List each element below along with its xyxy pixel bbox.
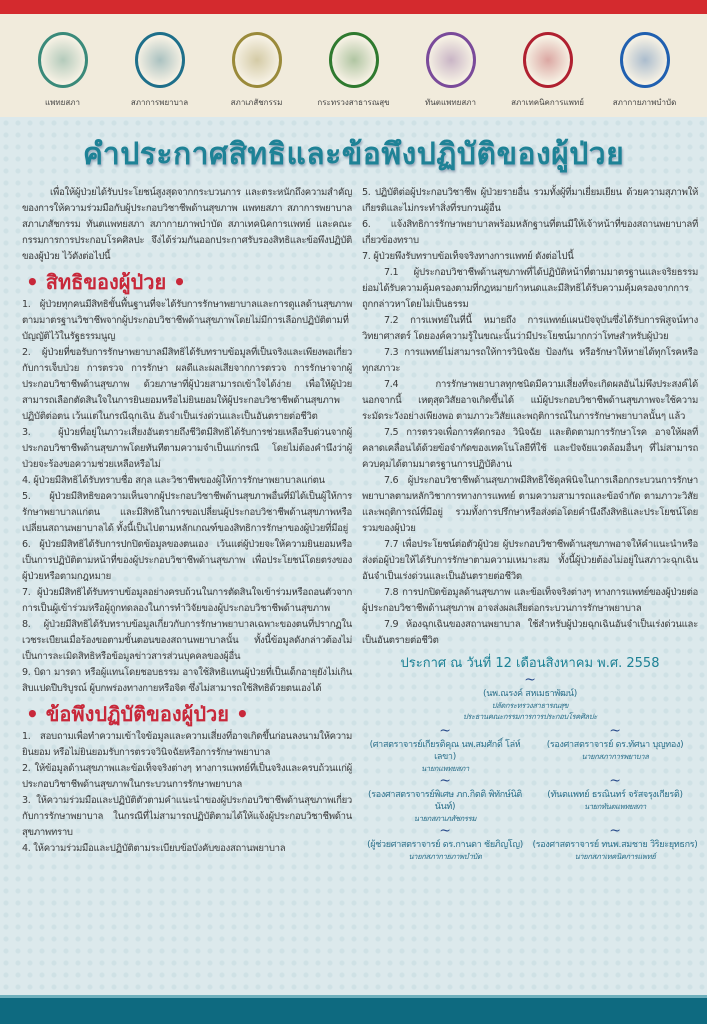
rights-item: 5. ผู้ป่วยมีสิทธิขอความเห็นจากผู้ประกอบวิชาชีพด้านสุขภาพอื่นที่มิได้เป็นผู้ให้การรักษาพยาบาลแก่ตน และมีสิทธิในการขอเปลี่ยนผู้ประกอบวิชาชีพด้านสุขภาพหรือเปลี่ยนสถานพยาบาลได้ ทั้งนี้เป็นไปตามหลักเกณฑ์ของสิทธิการรักษาของผู้ป่วยที่มีอยู่ bbox=[22, 491, 352, 534]
signatory-name: (ศาสตราจารย์เกียรติคุณ นพ.สมศักดิ์ โล่ห์เลขา) bbox=[369, 740, 521, 762]
document-body bbox=[0, 117, 707, 995]
signatory-name: (รองศาสตราจารย์ ดร.ทัศนา บุญทอง) bbox=[546, 740, 684, 750]
rights-item: 9. บิดา มารดา หรือผู้แทนโดยชอบธรรม อาจใช้สิทธิแทนผู้ป่วยที่เป็นเด็กอายุยังไม่เกินสิบแปดปีบริบูรณ์ ผู้บกพร่องทางกายหรือจิต ซึ่งไม่สามารถใช้สิทธิด้วยตนเองได้ bbox=[22, 667, 352, 694]
footer-bar bbox=[0, 995, 707, 1024]
duties-item: 1. สอบถามเพื่อทำความเข้าใจข้อมูลและความเสี่ยงที่อาจเกิดขึ้นก่อนลงนามให้ความยินยอม หรือไม่ยินยอมรับการตรวจวินิจฉัยหรือการรักษาพยาบาล bbox=[22, 731, 352, 758]
signature-block bbox=[532, 824, 698, 862]
signature-block bbox=[532, 724, 698, 774]
signature-block bbox=[362, 774, 528, 824]
signatory-role: นายกสภากายภาพบำบัด bbox=[408, 852, 482, 861]
duties-sub-item: 7.9 ห้องฉุกเฉินของสถานพยาบาล ใช้สำหรับผู้ป่วยฉุกเฉินอันจำเป็นเร่งด่วนและเป็นอันตรายต่อชีวิต bbox=[362, 619, 698, 646]
duties-sub-item: 7.5 การตรวจเพื่อการคัดกรอง วินิจฉัย และติดตามการรักษาโรค อาจให้ผลที่คลาดเคลื่อนได้ด้วยข้อจำกัดของเทคโนโลยีที่ใช้ และปัจจัยแวดล้อมอื่นๆ ที่ไม่สามารถควบคุมได้ตามมาตรฐานการปฏิบัติงาน bbox=[362, 427, 698, 470]
logo-item bbox=[18, 32, 108, 117]
signatory-role: นายกแพทยสภา bbox=[421, 764, 469, 773]
signature-mark: ~ bbox=[524, 672, 536, 688]
rights-item: 2. ผู้ป่วยที่ขอรับการรักษาพยาบาลมีสิทธิได้รับทราบข้อมูลที่เป็นจริงและเพียงพอเกี่ยวกับการเจ็บป่วย การตรวจ การรักษา ผลดีและผลเสียจากการตรวจ การรักษาจากผู้ประกอบวิชาชีพด้านสุขภาพ ด้วยภาษาที่ผู้ป่วยสามารถเข้าใจได้ง่าย เพื่อให้ผู้ป่วยสามารถเลือกตัดสินใจในการยินยอมหรือไม่ยินยอมให้ผู้ประกอบวิชาชีพด้านสุขภาพปฏิบัติต่อตน เว้นแต่ในกรณีฉุกเฉิน อันจำเป็นเร่งด่วนและเป็นอันตรายต่อชีวิต bbox=[22, 347, 352, 422]
signatures-grid bbox=[362, 724, 698, 862]
logo-item bbox=[309, 32, 399, 117]
duties-item: 6. แจ้งสิทธิการรักษาพยาบาลพร้อมหลักฐานที่ตนมีให้เจ้าหน้าที่ของสถานพยาบาลที่เกี่ยวข้องทราบ bbox=[362, 219, 698, 246]
signatory-name: (รองศาสตราจารย์พิเศษ ภก.กิตติ พิทักษ์นิตินันท์) bbox=[368, 790, 522, 812]
signatory-name: (นพ.ณรงค์ สหเมธาพัฒน์) bbox=[483, 689, 577, 699]
signatory-role: นายกสภาเทคนิคการแพทย์ bbox=[574, 852, 656, 861]
signature-mark: ~ bbox=[609, 723, 621, 739]
duties-list-left bbox=[22, 729, 352, 857]
duties-sub-item: 7.7 เพื่อประโยชน์ต่อตัวผู้ป่วย ผู้ประกอบวิชาชีพด้านสุขภาพอาจให้คำแนะนำหรือส่งต่อผู้ป่วยให้ได้รับการรักษาตามความเหมาะสม ทั้งนี้ผู้ป่วยต้องไม่อยู่ในสภาวะฉุกเฉินอันจำเป็นเร่งด่วนและเป็นอันตรายต่อชีวิต bbox=[362, 539, 698, 582]
signatory-role: ปลัดกระทรวงสาธารณสุข bbox=[491, 701, 569, 710]
rights-item: 8. ผู้ป่วยมีสิทธิได้รับทราบข้อมูลเกี่ยวกับการรักษาพยาบาลเฉพาะของตนที่ปรากฏในเวชระเบียนเมื่อร้องขอตามขั้นตอนของสถานพยาบาลนั้น ทั้งนี้ข้อมูลดังกล่าวต้องไม่เป็นการละเมิดสิทธิหรือข้อมูลข่าวสารส่วนบุคคลของผู้อื่น bbox=[22, 619, 352, 662]
organization-seal-icon bbox=[426, 32, 476, 88]
signature-mark: ~ bbox=[609, 823, 621, 839]
duties-item: 7. ผู้ป่วยพึงรับทราบข้อเท็จจริงทางการแพทย์ ดังต่อไปนี้ bbox=[362, 251, 574, 262]
rights-item: 1. ผู้ป่วยทุกคนมีสิทธิขั้นพื้นฐานที่จะได้รับการรักษาพยาบาลและการดูแลด้านสุขภาพตามมาตรฐานวิชาชีพจากผู้ประกอบวิชาชีพด้านสุขภาพโดยไม่มีการเลือกปฏิบัติตามที่บัญญัติไว้ในรัฐธรรมนูญ bbox=[22, 299, 352, 342]
signatory-role: นายกสภาเภสัชกรรม bbox=[413, 814, 477, 823]
signature-block bbox=[362, 824, 528, 862]
logo-label: กระทรวงสาธารณสุข bbox=[317, 98, 390, 107]
organization-seal-icon bbox=[135, 32, 185, 88]
duties-sub-item: 7.8 การปกปิดข้อมูลด้านสุขภาพ และข้อเท็จจริงต่างๆ ทางการแพทย์ของผู้ป่วยต่อผู้ประกอบวิชาชีพด้านสุขภาพ อาจส่งผลเสียต่อกระบวนการรักษาพยาบาล bbox=[362, 587, 698, 614]
duties-item: 2. ให้ข้อมูลด้านสุขภาพและข้อเท็จจริงต่างๆ ทางการแพทย์ที่เป็นจริงและครบถ้วนแก่ผู้ประกอบวิชาชีพด้านสุขภาพในกระบวนการรักษาพยาบาล bbox=[22, 763, 352, 790]
signature-mark: ~ bbox=[439, 823, 451, 839]
logo-band bbox=[0, 14, 707, 117]
duties-sub-item: 7.4 การรักษาพยาบาลทุกชนิดมีความเสี่ยงที่จะเกิดผลอันไม่พึงประสงค์ได้ นอกจากนี้ เหตุสุดวิสัยอาจเกิดขึ้นได้ แม้ผู้ประกอบวิชาชีพด้านสุขภาพจะใช้ความระมัดระวังอย่างเพียงพอ ตามภาวะวิสัยและพฤติการณ์ในการรักษาพยาบาลนั้นๆ แล้ว bbox=[362, 379, 698, 422]
logo-label: ทันตแพทยสภา bbox=[425, 98, 476, 107]
rights-item: 3. ผู้ป่วยที่อยู่ในภาวะเสี่ยงอันตรายถึงชีวิตมีสิทธิได้รับการช่วยเหลือรีบด่วนจากผู้ประกอบวิชาชีพด้านสุขภาพโดยทันทีตามความจำเป็นแก่กรณี โดยไม่ต้องคำนึงว่าผู้ป่วยจะร้องขอความช่วยเหลือหรือไม่ bbox=[22, 427, 352, 470]
duties-sub-item: 7.3 การแพทย์ไม่สามารถให้การวินิจฉัย ป้องกัน หรือรักษาให้หายได้ทุกโรคหรือทุกสภาวะ bbox=[362, 347, 698, 374]
organization-seal-icon bbox=[38, 32, 88, 88]
duties-list-right bbox=[362, 185, 698, 265]
rights-item: 4. ผู้ป่วยมีสิทธิได้รับทราบชื่อ สกุล และวิชาชีพของผู้ให้การรักษาพยาบาลแก่ตน bbox=[22, 475, 325, 486]
logo-item bbox=[212, 32, 302, 117]
logo-label: แพทยสภา bbox=[44, 98, 81, 107]
top-red-bar bbox=[0, 0, 707, 14]
signature-block bbox=[362, 724, 528, 774]
duties-item: 3. ให้ความร่วมมือและปฏิบัติตัวตามคำแนะนำของผู้ประกอบวิชาชีพด้านสุขภาพเกี่ยวกับการรักษาพยาบาล ในกรณีที่ไม่สามารถปฏิบัติตามได้ให้แจ้งผู้ประกอบวิชาชีพด้านสุขภาพทราบ bbox=[22, 795, 352, 838]
duties-item: 5. ปฏิบัติต่อผู้ประกอบวิชาชีพ ผู้ป่วยรายอื่น รวมทั้งผู้ที่มาเยี่ยมเยียน ด้วยความสุภาพให้เกียรติและไม่กระทำสิ่งที่รบกวนผู้อื่น bbox=[362, 187, 698, 214]
logo-item bbox=[503, 32, 593, 117]
signatory-role: ประธานคณะกรรมการการประกอบโรคศิลปะ bbox=[462, 712, 598, 721]
rights-item: 7. ผู้ป่วยมีสิทธิได้รับทราบข้อมูลอย่างครบถ้วนในการตัดสินใจเข้าร่วมหรือถอนตัวจากการเป็นผู้เข้าร่วมหรือผู้ถูกทดลองในการทำวิจัยของผู้ประกอบวิชาชีพด้านสุขภาพ bbox=[22, 587, 352, 614]
organization-seal-icon bbox=[232, 32, 282, 88]
rights-item: 6. ผู้ป่วยมีสิทธิได้รับการปกปิดข้อมูลของตนเอง เว้นแต่ผู้ป่วยจะให้ความยินยอมหรือเป็นการปฏิบัติตามหน้าที่ของผู้ประกอบวิชาชีพด้านสุขภาพ เพื่อประโยชน์โดยตรงของผู้ป่วยหรือตามกฎหมาย bbox=[22, 539, 352, 582]
logo-label: สภาการพยาบาล bbox=[130, 98, 189, 107]
signatory-name: (ผู้ช่วยศาสตราจารย์ ดร.กานดา ชัยภิญโญ) bbox=[367, 840, 523, 850]
main-signature-block bbox=[362, 673, 698, 722]
duties-sub-list bbox=[362, 265, 698, 649]
signature-mark: ~ bbox=[609, 773, 621, 789]
duties-sub-item: 7.1 ผู้ประกอบวิชาชีพด้านสุขภาพที่ได้ปฏิบัติหน้าที่ตามมาตรฐานและจริยธรรม ย่อมได้รับความคุ้มครองตามที่กฎหมายกำหนดและมีสิทธิได้รับความคุ้มครองจากการถูกกล่าวหาโดยไม่เป็นธรรม bbox=[362, 267, 698, 310]
right-column bbox=[362, 185, 698, 862]
rights-heading: • สิทธิของผู้ป่วย • bbox=[26, 270, 186, 294]
duties-sub-item: 7.2 การแพทย์ในที่นี้ หมายถึง การแพทย์แผนปัจจุบันซึ่งได้รับการพิสูจน์ทางวิทยาศาสตร์ โดยองค์ความรู้ในขณะนั้นว่ามีประโยชน์มากกว่าโทษสำหรับผู้ป่วย bbox=[362, 315, 698, 342]
signature-mark: ~ bbox=[439, 773, 451, 789]
organization-seal-icon bbox=[620, 32, 670, 88]
signatory-role: นายกสภาการพยาบาล bbox=[581, 752, 649, 761]
signature-mark: ~ bbox=[439, 723, 451, 739]
announcement-date: ประกาศ ณ วันที่ 12 เดือนสิงหาคม พ.ศ. 2558 bbox=[400, 656, 660, 671]
logo-item bbox=[600, 32, 690, 117]
logo-item bbox=[115, 32, 205, 117]
rights-list bbox=[22, 297, 352, 697]
signature-block bbox=[532, 774, 698, 824]
page-title: คำประกาศสิทธิและข้อพึงปฏิบัติของผู้ป่วย bbox=[82, 137, 625, 172]
signatory-name: (รองศาสตราจารย์ ทนพ.สมชาย วิริยะยุทธกร) bbox=[532, 840, 698, 850]
signatory-name: (ทันตแพทย์ ธรณินทร์ จรัสจรุงเกียรติ) bbox=[547, 790, 683, 800]
duties-sub-item: 7.6 ผู้ประกอบวิชาชีพด้านสุขภาพมีสิทธิใช้ดุลพินิจในการเลือกกระบวนการรักษาพยาบาลตามหลักวิชาการทางการแพทย์ ตามความสามารถและข้อจำกัด ตามภาวะวิสัยและพฤติการณ์ที่มีอยู่ รวมทั้งการปรึกษาหรือส่งต่อโดยคำนึงถึงสิทธิและประโยชน์โดยรวมของผู้ป่วย bbox=[362, 475, 698, 534]
signatory-role: นายกทันตแพทยสภา bbox=[584, 802, 646, 811]
logo-label: สภาเทคนิคการแพทย์ bbox=[511, 98, 584, 107]
logo-item bbox=[406, 32, 496, 117]
logo-label: สภาเภสัชกรรม bbox=[230, 98, 283, 107]
duties-heading: • ข้อพึงปฏิบัติของผู้ป่วย • bbox=[26, 702, 249, 726]
organization-seal-icon bbox=[329, 32, 379, 88]
left-column bbox=[22, 185, 352, 857]
intro-paragraph: เพื่อให้ผู้ป่วยได้รับประโยชน์สูงสุดจากกระบวนการ และตระหนักถึงความสำคัญของการให้ความร่วมมือกับผู้ประกอบวิชาชีพด้านสุขภาพ แพทยสภา สภาการพยาบาล สภาเภสัชกรรม ทันตแพทยสภา สภากายภาพบำบัด สภาเทคนิคการแพทย์ และคณะกรรมการการประกอบโรคศิลปะ จึงได้ร่วมกันออกประกาศรับรองสิทธิและข้อพึงปฏิบัติของผู้ป่วย ไว้ดังต่อไปนี้ bbox=[22, 187, 352, 262]
organization-seal-icon bbox=[523, 32, 573, 88]
logo-label: สภากายภาพบำบัด bbox=[612, 98, 677, 107]
duties-item: 4. ให้ความร่วมมือและปฏิบัติตามระเบียบข้อบังคับของสถานพยาบาล bbox=[22, 843, 286, 854]
